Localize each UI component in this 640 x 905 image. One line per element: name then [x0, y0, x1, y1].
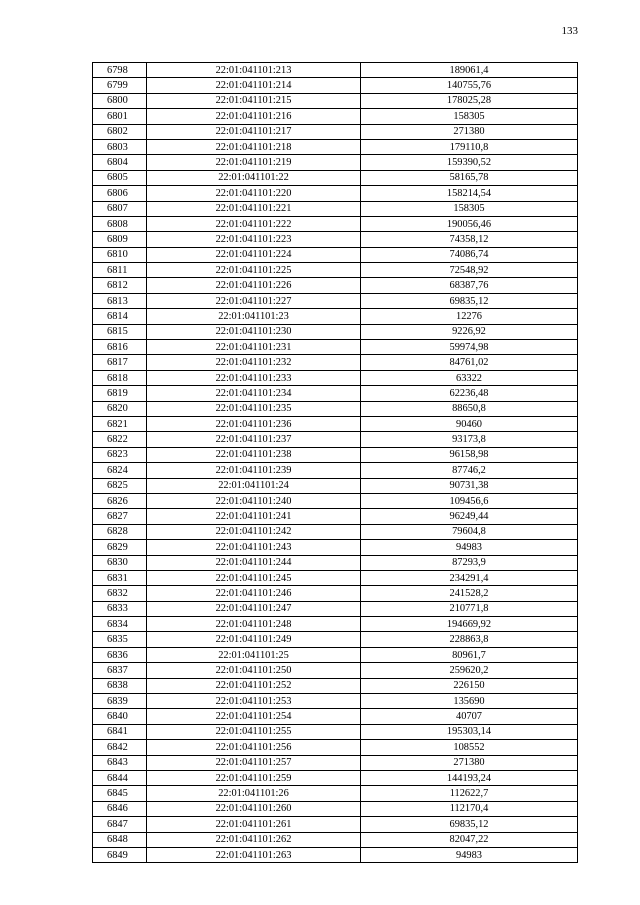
cadastral-number-cell: 22:01:041101:263 [147, 847, 361, 862]
cadastral-value-cell: 158305 [361, 109, 578, 124]
table-row [93, 170, 578, 185]
cadastral-number-cell: 22:01:041101:224 [147, 247, 361, 262]
cadastral-value-cell: 158305 [361, 201, 578, 216]
row-number-cell: 6833 [93, 601, 147, 616]
table-row [93, 817, 578, 832]
cadastral-value-cell: 179110,8 [361, 139, 578, 154]
cadastral-value-cell: 82047,22 [361, 832, 578, 847]
cadastral-value-cell: 87746,2 [361, 463, 578, 478]
cadastral-number-cell: 22:01:041101:237 [147, 432, 361, 447]
table-row [93, 386, 578, 401]
table-row [93, 216, 578, 231]
cadastral-number-cell: 22:01:041101:260 [147, 801, 361, 816]
row-number-cell: 6809 [93, 232, 147, 247]
cadastral-number-cell: 22:01:041101:245 [147, 570, 361, 585]
row-number-cell: 6816 [93, 340, 147, 355]
cadastral-value-cell: 94983 [361, 540, 578, 555]
table-row [93, 139, 578, 154]
row-number-cell: 6819 [93, 386, 147, 401]
table-row [93, 324, 578, 339]
row-number-cell: 6815 [93, 324, 147, 339]
row-number-cell: 6811 [93, 263, 147, 278]
cadastral-number-cell: 22:01:041101:226 [147, 278, 361, 293]
cadastral-number-cell: 22:01:041101:230 [147, 324, 361, 339]
cadastral-value-cell: 94983 [361, 847, 578, 862]
cadastral-number-cell: 22:01:041101:246 [147, 586, 361, 601]
table-row [93, 555, 578, 570]
row-number-cell: 6838 [93, 678, 147, 693]
cadastral-number-cell: 22:01:041101:257 [147, 755, 361, 770]
row-number-cell: 6849 [93, 847, 147, 862]
table-row [93, 155, 578, 170]
row-number-cell: 6817 [93, 355, 147, 370]
cadastral-number-cell: 22:01:041101:253 [147, 694, 361, 709]
cadastral-number-cell: 22:01:041101:22 [147, 170, 361, 185]
row-number-cell: 6846 [93, 801, 147, 816]
cadastral-number-cell: 22:01:041101:23 [147, 309, 361, 324]
cadastral-number-cell: 22:01:041101:214 [147, 78, 361, 93]
table-row [93, 770, 578, 785]
cadastral-value-cell: 189061,4 [361, 63, 578, 78]
table-row [93, 509, 578, 524]
cadastral-value-cell: 96158,98 [361, 447, 578, 462]
cadastral-value-cell: 210771,8 [361, 601, 578, 616]
table-row [93, 124, 578, 139]
row-number-cell: 6820 [93, 401, 147, 416]
cadastral-number-cell: 22:01:041101:240 [147, 493, 361, 508]
cadastral-number-cell: 22:01:041101:254 [147, 709, 361, 724]
cadastral-value-cell: 190056,46 [361, 216, 578, 231]
row-number-cell: 6810 [93, 247, 147, 262]
cadastral-number-cell: 22:01:041101:250 [147, 663, 361, 678]
row-number-cell: 6803 [93, 139, 147, 154]
cadastral-value-cell: 112622,7 [361, 786, 578, 801]
cadastral-number-cell: 22:01:041101:234 [147, 386, 361, 401]
cadastral-number-cell: 22:01:041101:24 [147, 478, 361, 493]
row-number-cell: 6801 [93, 109, 147, 124]
cadastral-number-cell: 22:01:041101:223 [147, 232, 361, 247]
cadastral-number-cell: 22:01:041101:218 [147, 139, 361, 154]
table-row [93, 617, 578, 632]
cadastral-number-cell: 22:01:041101:233 [147, 370, 361, 385]
cadastral-value-cell: 158214,54 [361, 186, 578, 201]
cadastral-number-cell: 22:01:041101:248 [147, 617, 361, 632]
cadastral-number-cell: 22:01:041101:241 [147, 509, 361, 524]
cadastral-value-cell: 159390,52 [361, 155, 578, 170]
cadastral-value-cell: 271380 [361, 755, 578, 770]
cadastral-number-cell: 22:01:041101:225 [147, 263, 361, 278]
table-row [93, 847, 578, 862]
table-row [93, 416, 578, 431]
table-row [93, 447, 578, 462]
table-row [93, 186, 578, 201]
table-row [93, 740, 578, 755]
cadastral-number-cell: 22:01:041101:238 [147, 447, 361, 462]
table-row [93, 647, 578, 662]
cadastral-number-cell: 22:01:041101:244 [147, 555, 361, 570]
cadastral-value-cell: 108552 [361, 740, 578, 755]
table-row [93, 93, 578, 108]
row-number-cell: 6840 [93, 709, 147, 724]
table-row [93, 586, 578, 601]
table-row [93, 524, 578, 539]
cadastral-number-cell: 22:01:041101:231 [147, 340, 361, 355]
table-body [93, 63, 578, 863]
cadastral-value-cell: 62236,48 [361, 386, 578, 401]
table-row [93, 432, 578, 447]
row-number-cell: 6798 [93, 63, 147, 78]
cadastral-number-cell: 22:01:041101:247 [147, 601, 361, 616]
row-number-cell: 6822 [93, 432, 147, 447]
row-number-cell: 6837 [93, 663, 147, 678]
cadastral-value-cell: 9226,92 [361, 324, 578, 339]
row-number-cell: 6832 [93, 586, 147, 601]
table-row [93, 709, 578, 724]
table-row [93, 78, 578, 93]
row-number-cell: 6814 [93, 309, 147, 324]
cadastral-value-cell: 135690 [361, 694, 578, 709]
cadastral-value-cell: 234291,4 [361, 570, 578, 585]
table-row [93, 801, 578, 816]
row-number-cell: 6828 [93, 524, 147, 539]
row-number-cell: 6829 [93, 540, 147, 555]
table-row [93, 694, 578, 709]
cadastral-number-cell: 22:01:041101:256 [147, 740, 361, 755]
cadastral-number-cell: 22:01:041101:222 [147, 216, 361, 231]
cadastral-number-cell: 22:01:041101:213 [147, 63, 361, 78]
cadastral-value-cell: 228863,8 [361, 632, 578, 647]
row-number-cell: 6805 [93, 170, 147, 185]
row-number-cell: 6841 [93, 724, 147, 739]
cadastral-number-cell: 22:01:041101:219 [147, 155, 361, 170]
cadastral-value-cell: 88650,8 [361, 401, 578, 416]
row-number-cell: 6824 [93, 463, 147, 478]
cadastral-number-cell: 22:01:041101:220 [147, 186, 361, 201]
cadastral-value-cell: 90460 [361, 416, 578, 431]
cadastral-value-cell: 96249,44 [361, 509, 578, 524]
row-number-cell: 6813 [93, 293, 147, 308]
cadastral-value-cell: 69835,12 [361, 293, 578, 308]
cadastral-value-cell: 84761,02 [361, 355, 578, 370]
row-number-cell: 6847 [93, 817, 147, 832]
table-row [93, 663, 578, 678]
table-row [93, 570, 578, 585]
row-number-cell: 6843 [93, 755, 147, 770]
cadastral-value-cell: 63322 [361, 370, 578, 385]
cadastral-value-cell: 58165,78 [361, 170, 578, 185]
table-row [93, 832, 578, 847]
cadastral-value-table [92, 62, 578, 863]
cadastral-value-cell: 93173,8 [361, 432, 578, 447]
cadastral-number-cell: 22:01:041101:26 [147, 786, 361, 801]
cadastral-value-cell: 112170,4 [361, 801, 578, 816]
cadastral-value-cell: 259620,2 [361, 663, 578, 678]
cadastral-number-cell: 22:01:041101:261 [147, 817, 361, 832]
row-number-cell: 6807 [93, 201, 147, 216]
cadastral-number-cell: 22:01:041101:216 [147, 109, 361, 124]
cadastral-value-cell: 144193,24 [361, 770, 578, 785]
cadastral-number-cell: 22:01:041101:215 [147, 93, 361, 108]
cadastral-value-cell: 241528,2 [361, 586, 578, 601]
table-row [93, 340, 578, 355]
cadastral-value-cell: 74358,12 [361, 232, 578, 247]
cadastral-value-cell: 72548,92 [361, 263, 578, 278]
row-number-cell: 6830 [93, 555, 147, 570]
cadastral-number-cell: 22:01:041101:259 [147, 770, 361, 785]
row-number-cell: 6834 [93, 617, 147, 632]
row-number-cell: 6823 [93, 447, 147, 462]
table-row [93, 724, 578, 739]
cadastral-number-cell: 22:01:041101:239 [147, 463, 361, 478]
cadastral-value-cell: 271380 [361, 124, 578, 139]
cadastral-value-cell: 74086,74 [361, 247, 578, 262]
table-row [93, 293, 578, 308]
table-row [93, 278, 578, 293]
table-row [93, 478, 578, 493]
row-number-cell: 6818 [93, 370, 147, 385]
table-row [93, 601, 578, 616]
table-row [93, 355, 578, 370]
cadastral-number-cell: 22:01:041101:236 [147, 416, 361, 431]
table-row [93, 109, 578, 124]
cadastral-number-cell: 22:01:041101:255 [147, 724, 361, 739]
table-row [93, 463, 578, 478]
cadastral-number-cell: 22:01:041101:243 [147, 540, 361, 555]
row-number-cell: 6799 [93, 78, 147, 93]
cadastral-value-cell: 87293,9 [361, 555, 578, 570]
table-row [93, 370, 578, 385]
row-number-cell: 6800 [93, 93, 147, 108]
table-row [93, 540, 578, 555]
table-row [93, 247, 578, 262]
table-row [93, 309, 578, 324]
row-number-cell: 6812 [93, 278, 147, 293]
cadastral-value-cell: 226150 [361, 678, 578, 693]
table-row [93, 63, 578, 78]
cadastral-value-cell: 195303,14 [361, 724, 578, 739]
cadastral-number-cell: 22:01:041101:227 [147, 293, 361, 308]
row-number-cell: 6806 [93, 186, 147, 201]
table-row [93, 632, 578, 647]
cadastral-number-cell: 22:01:041101:25 [147, 647, 361, 662]
row-number-cell: 6842 [93, 740, 147, 755]
row-number-cell: 6821 [93, 416, 147, 431]
row-number-cell: 6844 [93, 770, 147, 785]
row-number-cell: 6835 [93, 632, 147, 647]
cadastral-value-cell: 68387,76 [361, 278, 578, 293]
cadastral-number-cell: 22:01:041101:249 [147, 632, 361, 647]
table-row [93, 786, 578, 801]
row-number-cell: 6808 [93, 216, 147, 231]
row-number-cell: 6845 [93, 786, 147, 801]
cadastral-number-cell: 22:01:041101:232 [147, 355, 361, 370]
row-number-cell: 6839 [93, 694, 147, 709]
row-number-cell: 6802 [93, 124, 147, 139]
cadastral-value-cell: 80961,7 [361, 647, 578, 662]
cadastral-value-cell: 178025,28 [361, 93, 578, 108]
cadastral-value-cell: 40707 [361, 709, 578, 724]
row-number-cell: 6825 [93, 478, 147, 493]
cadastral-value-cell: 90731,38 [361, 478, 578, 493]
cadastral-number-cell: 22:01:041101:252 [147, 678, 361, 693]
page-number: 133 [561, 25, 578, 37]
row-number-cell: 6826 [93, 493, 147, 508]
cadastral-value-cell: 69835,12 [361, 817, 578, 832]
table-row [93, 493, 578, 508]
cadastral-number-cell: 22:01:041101:235 [147, 401, 361, 416]
cadastral-value-cell: 59974,98 [361, 340, 578, 355]
cadastral-number-cell: 22:01:041101:221 [147, 201, 361, 216]
cadastral-value-cell: 79604,8 [361, 524, 578, 539]
table-row [93, 201, 578, 216]
row-number-cell: 6804 [93, 155, 147, 170]
row-number-cell: 6831 [93, 570, 147, 585]
cadastral-number-cell: 22:01:041101:217 [147, 124, 361, 139]
cadastral-value-cell: 140755,76 [361, 78, 578, 93]
table-row [93, 678, 578, 693]
table-row [93, 401, 578, 416]
table-row [93, 232, 578, 247]
row-number-cell: 6848 [93, 832, 147, 847]
table-row [93, 263, 578, 278]
cadastral-number-cell: 22:01:041101:242 [147, 524, 361, 539]
cadastral-value-cell: 194669,92 [361, 617, 578, 632]
cadastral-value-cell: 12276 [361, 309, 578, 324]
cadastral-number-cell: 22:01:041101:262 [147, 832, 361, 847]
row-number-cell: 6827 [93, 509, 147, 524]
row-number-cell: 6836 [93, 647, 147, 662]
table-row [93, 755, 578, 770]
cadastral-value-cell: 109456,6 [361, 493, 578, 508]
